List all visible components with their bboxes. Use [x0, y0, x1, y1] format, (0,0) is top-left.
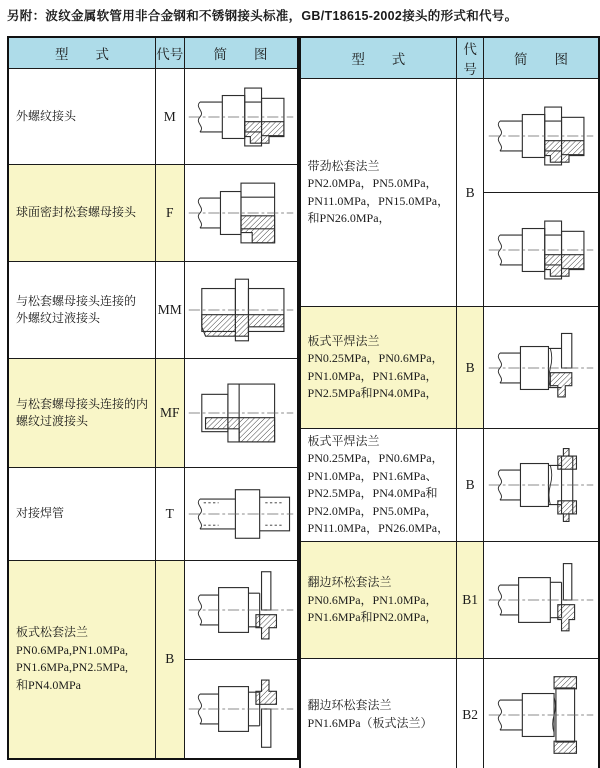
code-cell: B: [457, 429, 484, 542]
header-row: [8, 37, 298, 69]
code-cell: T: [156, 468, 185, 561]
type-line: PN0.6MPa，PN1.0MPa，: [307, 592, 438, 607]
type-line: PN0.25MPa，PN0.6MPa，: [307, 451, 444, 466]
table-row: [300, 307, 599, 429]
type-cell: [8, 69, 156, 165]
type-cell: [8, 359, 156, 468]
type-line: 板式平焊法兰: [307, 333, 380, 348]
header-type: 型 式: [300, 37, 457, 79]
type-line: 翻边环松套法兰: [307, 698, 392, 713]
type-cell: [8, 165, 156, 262]
type-line: PN2.0MPa，PN5.0MPa，: [307, 176, 438, 191]
type-line: 板式平焊法兰: [307, 434, 380, 448]
type-line: 和PN26.0MPa，: [307, 210, 391, 225]
header-type: 型 式: [8, 37, 156, 69]
table-row: [300, 659, 599, 768]
code-cell: B: [457, 307, 484, 429]
type-line: PN1.6MPa和PN2.0MPa，: [307, 610, 438, 625]
code-cell: MF: [156, 359, 185, 468]
type-line: 外螺纹接头: [16, 108, 77, 123]
header-diagram: 简 图: [484, 37, 599, 79]
type-cell: [300, 307, 457, 429]
type-line: PN0.6MPa,PN1.0MPa,: [16, 642, 129, 657]
code-cell: B2: [457, 659, 484, 768]
table-row: [300, 79, 599, 193]
table-row: [8, 468, 298, 561]
diagram-flared-ring-loose-flange: [484, 542, 599, 659]
type-line: 板式松套法兰: [16, 625, 89, 640]
type-line: 带劲松套法兰: [307, 158, 380, 173]
type-line: 与松套螺母接头连接的内: [16, 396, 149, 411]
type-line: PN1.0MPa，PN1.6MPa，: [307, 368, 438, 383]
type-line: PN2.0MPa，PN5.0MPa，: [307, 503, 438, 518]
diagram-neck-loose-flange-down: [484, 193, 599, 307]
code-cell: B: [457, 79, 484, 307]
header-code: 代号: [457, 37, 484, 79]
type-cell: [300, 659, 457, 768]
type-cell: [300, 79, 457, 307]
type-line: PN11.0MPa，PN26.0MPa，: [307, 520, 450, 535]
table-row: [8, 262, 298, 359]
header-diagram: 简 图: [184, 37, 298, 69]
type-line: PN1.6MPa（板式法兰）: [307, 715, 433, 730]
type-line: PN1.6MPa,PN2.5MPa,: [16, 660, 129, 675]
table-row: [8, 359, 298, 468]
diagram-male-thread-joint: [184, 69, 298, 165]
diagram-loose-plate-flange-down: [184, 660, 298, 759]
page-title: 另附：波纹金属软管用非合金钢和不锈钢接头标准，GB/T18615-2002接头的形式和代号。: [7, 9, 518, 23]
diagram-loose-plate-flange-up: [184, 561, 298, 660]
diagram-welded-plate-flange: [484, 307, 599, 429]
type-cell: [300, 429, 457, 542]
type-line: 对接焊管: [16, 506, 65, 521]
table-row: [300, 429, 599, 542]
code-cell: F: [156, 165, 185, 262]
fittings-table-right: [299, 36, 600, 768]
type-cell: [300, 542, 457, 659]
type-line: 和PN4.0MPa: [16, 677, 82, 692]
diagram-spherical-swivel-nut-joint: [184, 165, 298, 262]
table-row: [8, 165, 298, 262]
diagram-neck-loose-flange-up: [484, 79, 599, 193]
diagram-welded-plate-flange-b: [484, 429, 599, 542]
type-line: PN0.25MPa，PN0.6MPa，: [307, 351, 444, 366]
header-code: 代号: [156, 37, 185, 69]
type-line: 球面密封松套螺母接头: [16, 205, 137, 220]
type-line: PN2.5MPa，PN4.0MPa和: [307, 486, 438, 501]
type-line: 翻边环松套法兰: [307, 575, 392, 590]
type-line: PN11.0MPa，PN15.0MPa，: [307, 193, 450, 208]
diagram-flared-ring-plate-flange: [484, 659, 599, 768]
fittings-table-left: [7, 36, 299, 760]
code-cell: B: [156, 561, 185, 759]
diagram-butt-weld-pipe: [184, 468, 298, 561]
diagram-male-female-adapter: [184, 359, 298, 468]
table-row: [8, 69, 298, 165]
type-line: 与松套螺母接头连接的: [16, 293, 137, 308]
type-line: 外螺纹过液接头: [16, 311, 101, 325]
type-line: PN2.5MPa和PN4.0MPa，: [307, 385, 438, 400]
header-row: [300, 37, 599, 79]
type-cell: [8, 468, 156, 561]
fittings-table: [7, 36, 600, 768]
code-cell: M: [156, 69, 185, 165]
table-row: [300, 542, 599, 659]
type-line: 螺纹过渡接头: [16, 414, 89, 428]
type-cell: [8, 561, 156, 759]
code-cell: B1: [457, 542, 484, 659]
type-cell: [8, 262, 156, 359]
type-line: PN1.0MPa，PN1.6MPa、: [307, 468, 438, 483]
table-row: [8, 561, 298, 660]
diagram-double-male-adapter: [184, 262, 298, 359]
code-cell: MM: [156, 262, 185, 359]
